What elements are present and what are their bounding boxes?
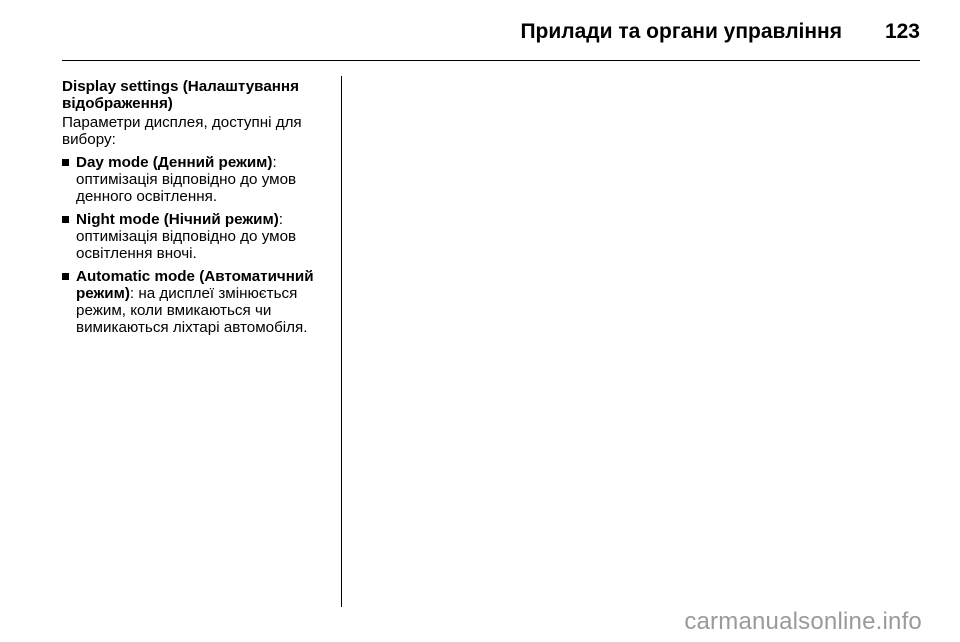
section-intro: Параметри дисплея, доступні для вибору:	[62, 114, 302, 148]
column-divider	[341, 76, 342, 607]
square-bullet-icon	[62, 273, 69, 280]
list-item-day-mode	[62, 154, 334, 205]
page-title: Прилади та органи управління	[520, 20, 842, 43]
left-column	[62, 78, 334, 342]
item-description: : оптимізація відповідно до умов денного освітлення.	[76, 154, 297, 205]
list-item-automatic-mode	[62, 268, 334, 336]
item-description: : оптимізація відповідно до умов освітлення вночі.	[76, 211, 297, 262]
square-bullet-icon	[62, 159, 69, 166]
section-heading: Display settings (Налаштування відображення)	[62, 78, 299, 112]
item-term: Automatic mode (Автоматичний режим)	[76, 268, 314, 302]
display-settings-list	[62, 154, 334, 336]
item-term: Day mode (Денний режим)	[76, 154, 273, 171]
watermark[interactable]: carmanualsonline.info	[684, 608, 922, 635]
list-item-night-mode	[62, 211, 334, 262]
item-term: Night mode (Нічний режим)	[76, 211, 279, 228]
header-divider	[62, 60, 920, 61]
square-bullet-icon	[62, 216, 69, 223]
page-number: 123	[884, 20, 920, 43]
item-description: : на дисплеї змінюється режим, коли вмикаються чи вимикаються ліхтарі автомобіля.	[76, 285, 308, 336]
